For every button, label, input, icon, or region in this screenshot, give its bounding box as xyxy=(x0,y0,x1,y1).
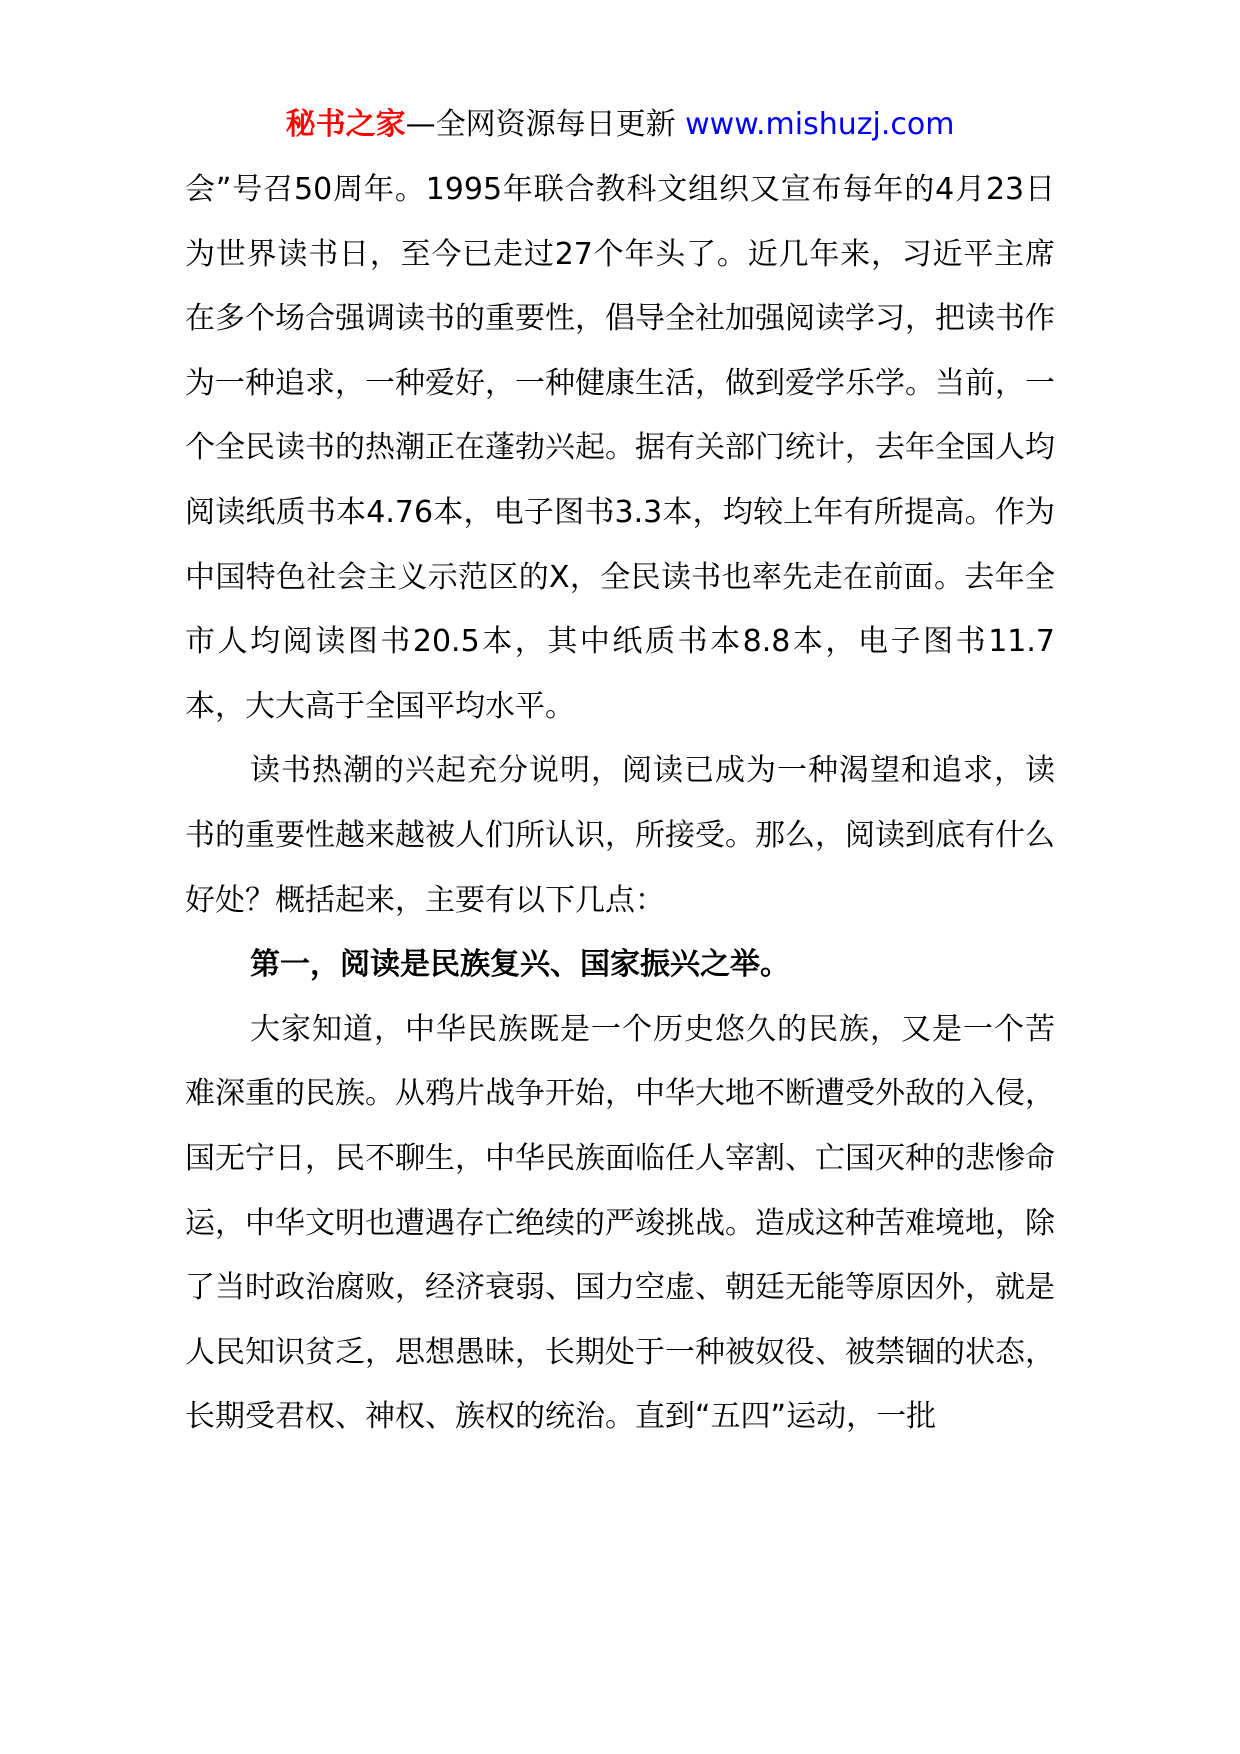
paragraph-1: 会”号召50周年。1995年联合教科文组织又宣布每年的4月23日为世界读书日，至今已走过27个年头了。近几年来，习近平主席在多个场合强调读书的重要性，倡导全社加强阅读学习，把读书作为一种追求，一种爱好，一种健康生活，做到爱学乐学。当前，一个全民读书的热潮正在蓬勃兴起。据有关部门统计，去年全国人均阅读纸质书本4.76本，电子图书3.3本，均较上年有所提高。作为中国特色社会主义示范区的X，全民读书也率先走在前面。去年全市人均阅读图书20.5本，其中纸质书本8.8本，电子图书11.7本，大大高于全国平均水平。 xyxy=(185,172,1055,724)
document-body xyxy=(185,158,1055,1450)
brand-name: 秘书之家 xyxy=(285,107,406,142)
section-heading-1: 第一，阅读是民族复兴、国家振兴之举。 xyxy=(250,947,790,983)
paragraph-3: 大家知道，中华民族既是一个历史悠久的民族，又是一个苦难深重的民族。从鸦片战争开始，中华大地不断遭受外敌的入侵，国无宁日，民不聊生，中华民族面临任人宰割、亡国灭种的悲惨命运，中华文明也遭遇存亡绝续的严竣挑战。造成这种苦难境地，除了当时政治腐败，经济衰弱、国力空虚、朝廷无能等原因外，就是人民知识贫乏，思想愚昧，长期处于一种被奴役、被禁锢的状态，长期受君权、神权、族权的统治。直到“五四”运动，一批 xyxy=(185,1011,1055,1435)
header-tagline: —全网资源每日更新 xyxy=(405,107,676,142)
page-header xyxy=(0,97,1240,153)
site-url-link[interactable]: www.mishuzj.com xyxy=(685,107,955,142)
paragraph-2: 读书热潮的兴起充分说明，阅读已成为一种渴望和追求，读书的重要性越来越被人们所认识，所接受。那么，阅读到底有什么好处？概括起来，主要有以下几点： xyxy=(185,753,1055,918)
